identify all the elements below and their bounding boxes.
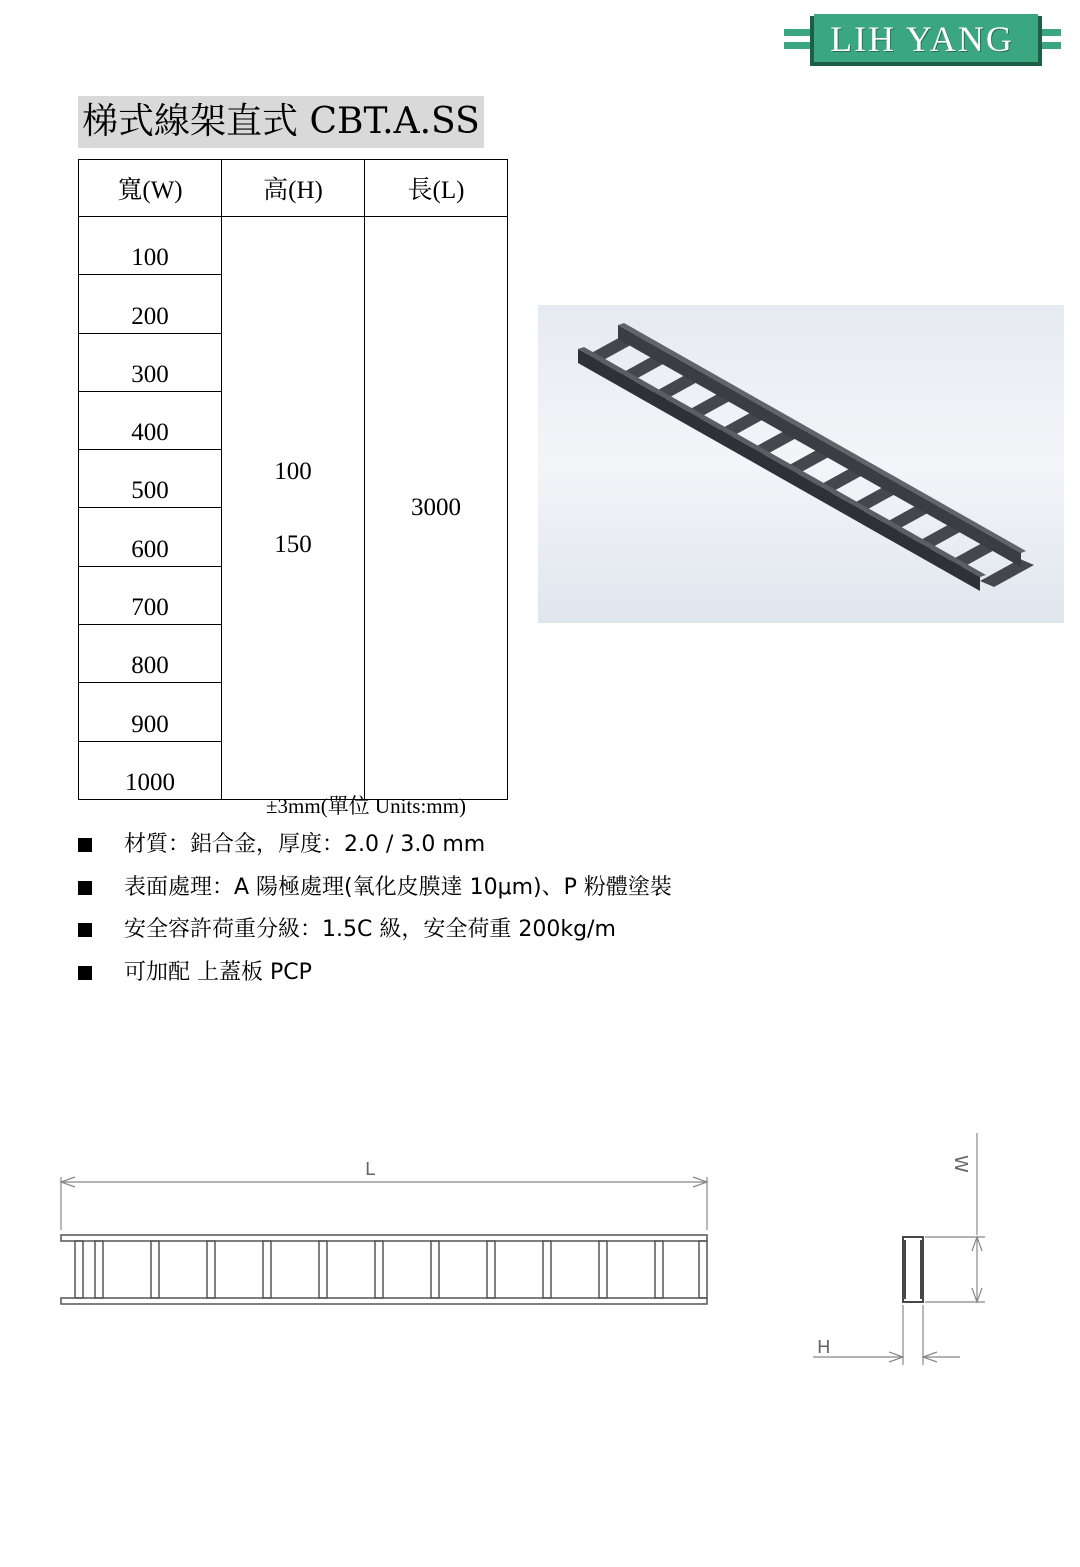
length-label: L [365,1159,376,1180]
side-rung [375,1241,383,1298]
table-header-row [79,160,508,217]
tolerance-note: ±3mm(單位 Units:mm) [266,794,466,818]
side-rung [599,1241,607,1298]
side-rung [319,1241,327,1298]
width-cell: 700 [79,566,222,624]
list-item [74,867,672,910]
height-label: H [817,1337,831,1358]
width-label: W [950,1155,971,1173]
side-rung [431,1241,439,1298]
logo-text: LIH YANG [830,19,1014,59]
side-rung [263,1241,271,1298]
cable-ladder-render [538,305,1064,623]
side-rung [207,1241,215,1298]
feature-text: 可加配 上蓋板 PCP [124,959,312,985]
width-cell: 300 [79,333,222,391]
width-cell: 400 [79,391,222,449]
feature-list [74,824,672,994]
header-length: 長(L) [365,160,508,217]
square-bullet-icon [78,838,92,852]
square-bullet-icon [78,881,92,895]
spec-table [78,159,508,800]
side-rung [543,1241,551,1298]
table-row [79,217,508,275]
feature-text: 材質：鋁合金，厚度：2.0 / 3.0 mm [124,832,486,857]
page-title: 梯式線架直式 CBT.A.SS [78,96,484,148]
square-bullet-icon [78,966,92,980]
side-view-drawing [55,1125,715,1315]
header-height: 高(H) [222,160,365,217]
length-cell: 3000 [365,217,508,800]
width-cell: 800 [79,625,222,683]
side-rung [95,1241,103,1298]
header-width: 寬(W) [79,160,222,217]
width-cell: 100 [79,217,222,275]
side-rung [151,1241,159,1298]
feature-text: 安全容許荷重分級：1.5C 級，安全荷重 200kg/m [124,917,616,942]
width-cell: 600 [79,508,222,566]
width-cell: 1000 [79,741,222,799]
height-value: 100 [274,457,312,485]
list-item [74,909,672,952]
width-cell: 200 [79,275,222,333]
height-cell [222,217,365,800]
side-rung [487,1241,495,1298]
cross-section-drawing [805,1125,995,1370]
width-cell: 500 [79,450,222,508]
side-rung [699,1241,707,1298]
square-bullet-icon [78,923,92,937]
width-cell: 900 [79,683,222,741]
height-value: 150 [274,530,312,558]
side-rung [655,1241,663,1298]
list-item [74,824,672,867]
side-rung [75,1241,83,1298]
feature-text: 表面處理：A 陽極處理(氧化皮膜達 10μm)、P 粉體塗裝 [124,874,672,900]
list-item [74,952,672,995]
